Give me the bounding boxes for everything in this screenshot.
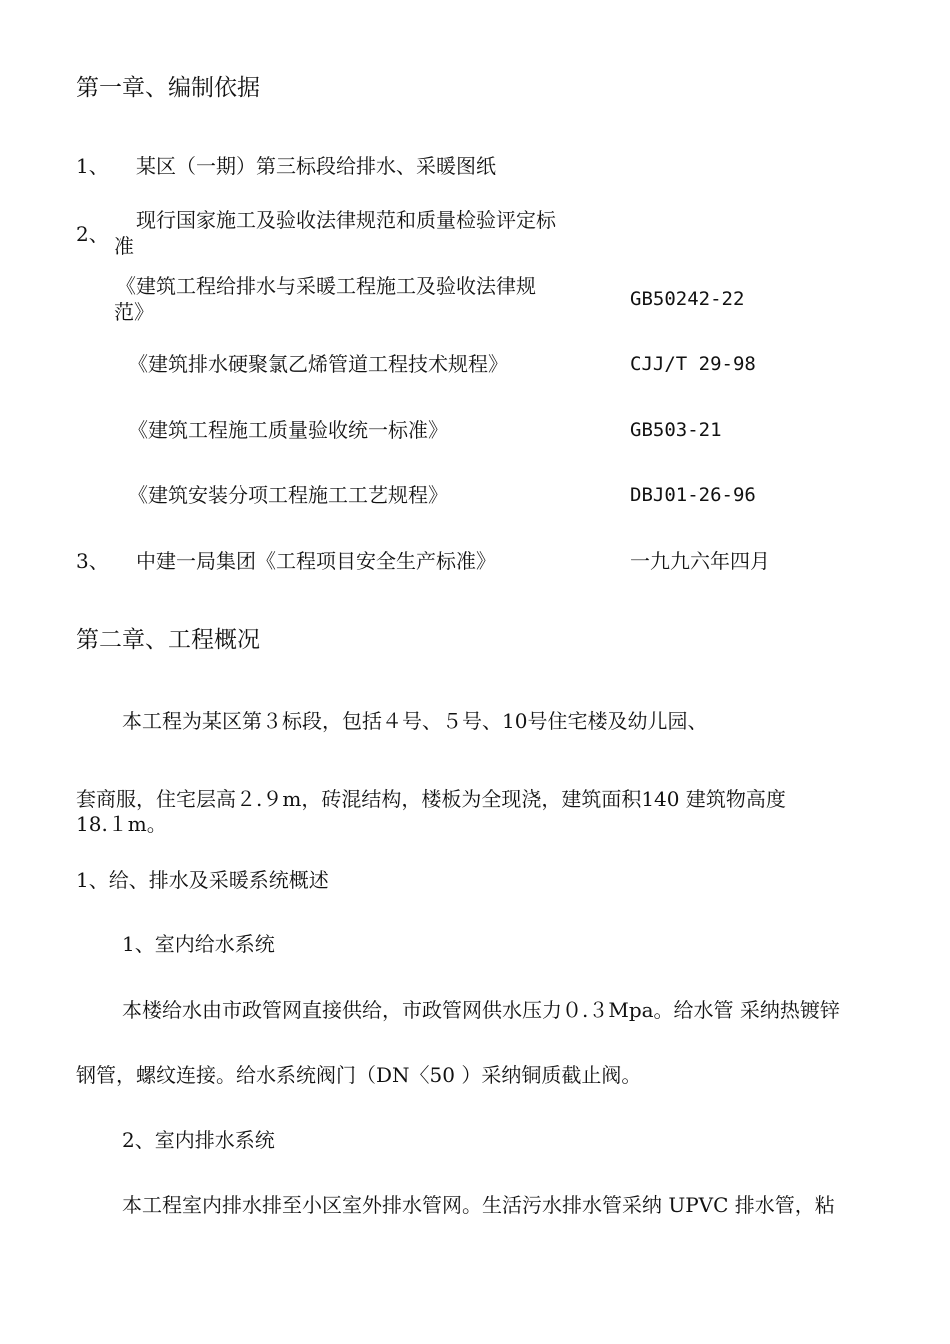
standard-3-name: 《建筑工程施工质量验收统一标准》 — [128, 418, 448, 442]
item-2-number: 2、 — [76, 222, 109, 246]
section-1-title: 1、给、排水及采暖系统概述 — [76, 868, 329, 892]
standard-3-code: GB503-21 — [630, 419, 722, 441]
drainage-line1: 本工程室内排水排至小区室外排水管网。生活污水排水管采纳 UPVC 排水管，粘 — [122, 1193, 835, 1217]
standard-4-code: DBJ01-26-96 — [630, 484, 756, 506]
item-3-number: 3、 — [76, 549, 109, 573]
water-supply-line2: 钢管，螺纹连接。给水系统阀门（DN〈50 ）采纳铜质截止阀。 — [76, 1063, 642, 1087]
item-1-number: 1、 — [76, 154, 109, 178]
item-1-text: 某区（一期）第三标段给排水、采暖图纸 — [136, 154, 496, 178]
item-3-text: 中建一局集团《工程项目安全生产标准》 — [136, 549, 496, 573]
overview-para-line2: 套商服，住宅层高２.９m，砖混结构，楼板为全现浇，建筑面积140 建筑物高度 — [76, 787, 786, 811]
subsection-water-supply-title: 1、室内给水系统 — [122, 932, 275, 956]
standard-1-name-line2: 范》 — [114, 300, 154, 324]
chapter-1-title: 第一章、编制依据 — [76, 75, 260, 101]
subsection-drainage-title: 2、室内排水系统 — [122, 1128, 275, 1152]
overview-para-line3: 18.１m。 — [76, 812, 167, 836]
standard-4-name: 《建筑安装分项工程施工工艺规程》 — [128, 483, 448, 507]
water-supply-line1: 本楼给水由市政管网直接供给，市政管网供水压力０.３Mpa。给水管 采纳热镀锌 — [122, 998, 840, 1022]
standard-1-code: GB50242-22 — [630, 288, 745, 310]
item-2-text-line2: 准 — [114, 234, 134, 258]
item-3-date: 一九九六年四月 — [630, 549, 770, 573]
standard-2-name: 《建筑排水硬聚氯乙烯管道工程技术规程》 — [128, 352, 508, 376]
standard-1-name-line1: 《建筑工程给排水与采暖工程施工及验收法律规 — [116, 274, 536, 298]
chapter-2-title: 第二章、工程概况 — [76, 627, 260, 653]
overview-para-line1: 本工程为某区第３标段，包括４号、５号、10号住宅楼及幼儿园、 — [122, 709, 708, 733]
standard-2-code: CJJ/T 29-98 — [630, 353, 756, 375]
item-2-text-line1: 现行国家施工及验收法律规范和质量检验评定标 — [136, 208, 556, 232]
